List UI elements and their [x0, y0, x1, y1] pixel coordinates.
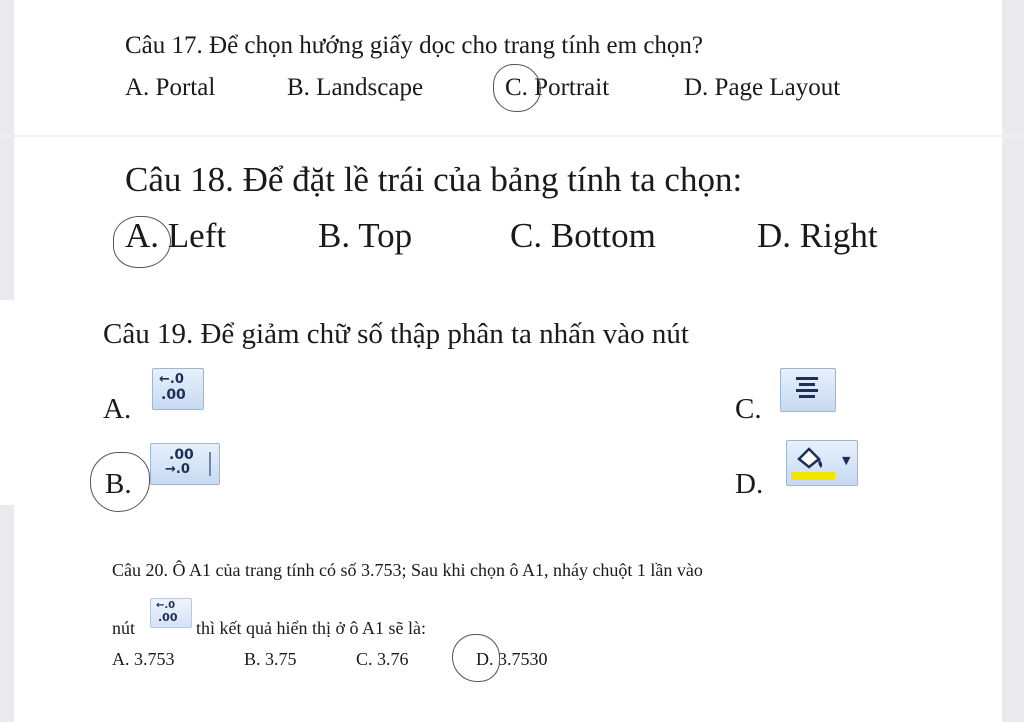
q19-option-a-label[interactable]: A.: [103, 393, 132, 425]
q18-option-a[interactable]: A. Left: [125, 216, 227, 255]
answer-circle-mark: [452, 634, 500, 682]
answer-circle-mark: [113, 216, 171, 268]
q20-option-b[interactable]: B. 3.75: [244, 649, 297, 669]
question-19-text: Câu 19. Để giảm chữ số thập phân ta nhấn vào nút: [103, 318, 689, 350]
answer-circle-mark: [493, 64, 541, 112]
decrease-decimal-icon[interactable]: ←.0 .00: [152, 368, 204, 410]
question-20-text: Câu 20. Ô A1 của trang tính có số 3.753; Sau khi chọn ô A1, nháy chuột 1 lần vào: [112, 560, 703, 580]
question-20-text-pre: nút: [112, 618, 136, 638]
divider: [0, 135, 1024, 137]
q19-option-c-label[interactable]: C.: [735, 393, 762, 425]
align-center-icon[interactable]: [780, 368, 836, 412]
left-strip: [0, 300, 20, 505]
right-gutter: [1002, 0, 1024, 722]
q20-option-d[interactable]: D. 3.7530: [476, 649, 548, 669]
increase-decimal-icon[interactable]: .00 →.0: [150, 443, 220, 485]
q19-option-d-label[interactable]: D.: [735, 468, 764, 500]
q18-option-d[interactable]: D. Right: [757, 216, 878, 255]
answer-circle-mark: [90, 452, 150, 512]
q18-option-c[interactable]: C. Bottom: [510, 216, 656, 255]
q19-option-b-label[interactable]: B.: [105, 468, 132, 500]
q17-option-b[interactable]: B. Landscape: [287, 74, 424, 101]
q17-option-d[interactable]: D. Page Layout: [684, 74, 841, 101]
question-20-text-post: thì kết quả hiển thị ở ô A1 sẽ là:: [196, 618, 426, 638]
q20-option-a[interactable]: A. 3.753: [112, 649, 175, 669]
q17-option-a[interactable]: A. Portal: [125, 74, 216, 101]
q18-option-b[interactable]: B. Top: [318, 216, 413, 255]
question-18-text: Câu 18. Để đặt lề trái của bảng tính ta chọn:: [125, 160, 743, 199]
decrease-decimal-icon[interactable]: ←.0 .00: [150, 598, 192, 628]
question-17-text: Câu 17. Để chọn hướng giấy dọc cho trang tính em chọn?: [125, 32, 704, 59]
q17-option-c[interactable]: C. Portrait: [505, 74, 610, 101]
fill-color-icon[interactable]: ▼: [786, 440, 858, 486]
q20-option-c[interactable]: C. 3.76: [356, 649, 409, 669]
